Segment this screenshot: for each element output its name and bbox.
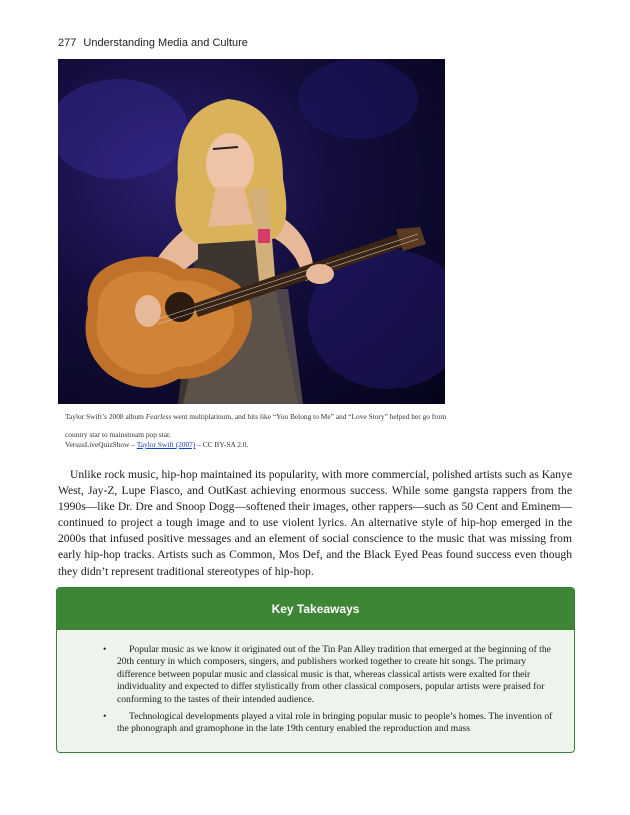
- key-takeaways-title: Key Takeaways: [57, 588, 574, 630]
- list-item-text: Popular music as we know it originated out of the Tin Pan Alley tradition that emerged at the beginning of the 20th century in which composers, singers, and publishers worked together to create hit songs. The primary difference between popular music and classical music is that, whereas classical artists were exalted for their individuality and expected to differ stylistically from other classical composers, popular artists were praised for conforming to the tastes of their intended audience.: [117, 644, 551, 705]
- page-number: 277: [58, 37, 77, 49]
- bullet-icon: •: [103, 644, 107, 655]
- list-item: [103, 711, 562, 736]
- credit-source: VersusLiveQuizShow –: [65, 440, 137, 449]
- list-item-text: Technological developments played a vital role in bringing popular music to people’s homes. The invention of the phonograph and gramophone in the late 19th century enabled the reproduction and mass: [117, 711, 553, 735]
- caption-text-end: went multiplatinum, and hits like “You Belong to Me” and “Love Story” helped her go from: [171, 412, 447, 421]
- running-header: [58, 37, 248, 49]
- concert-photo: [58, 59, 445, 404]
- credit-license: – CC BY-SA 2.0.: [195, 440, 249, 449]
- body-paragraph: Unlike rock music, hip-hop maintained its popularity, with more commercial, polished artists such as Kanye West, Jay-Z, Lupe Fiasco, and OutKast achieving enormous success. While some gangsta rappers from the 1990s—like Dr. Dre and Snoop Dogg—softened their images, other rappers—such as 50 Cent and Eminem—continued to project a tough image and to use violent lyrics. An alternative style of hip-hop emerged in the 2000s that infused positive messages and an element of social conscience to the music that was missing from early hip-hop tracks. Artists such as Common, Mos Def, and the Black Eyed Peas found success even though they didn’t represent traditional stereotypes of hip-hop.: [58, 468, 572, 578]
- list-item: [103, 644, 562, 706]
- credit-link[interactable]: Taylor Swift (2007): [136, 440, 196, 449]
- caption-album-title: Fearless: [145, 412, 172, 421]
- photo-illustration: [58, 59, 445, 404]
- takeaways-list: [57, 644, 574, 736]
- caption-text-line2: country star to mainstream pop star.: [65, 430, 171, 439]
- figure-caption: [65, 408, 465, 444]
- key-takeaways-box: [56, 587, 575, 753]
- figure-credit: [65, 440, 248, 449]
- book-title: Understanding Media and Culture: [83, 37, 248, 49]
- bullet-icon: •: [103, 711, 107, 723]
- caption-text-start: Taylor Swift’s 2008 album: [65, 412, 146, 421]
